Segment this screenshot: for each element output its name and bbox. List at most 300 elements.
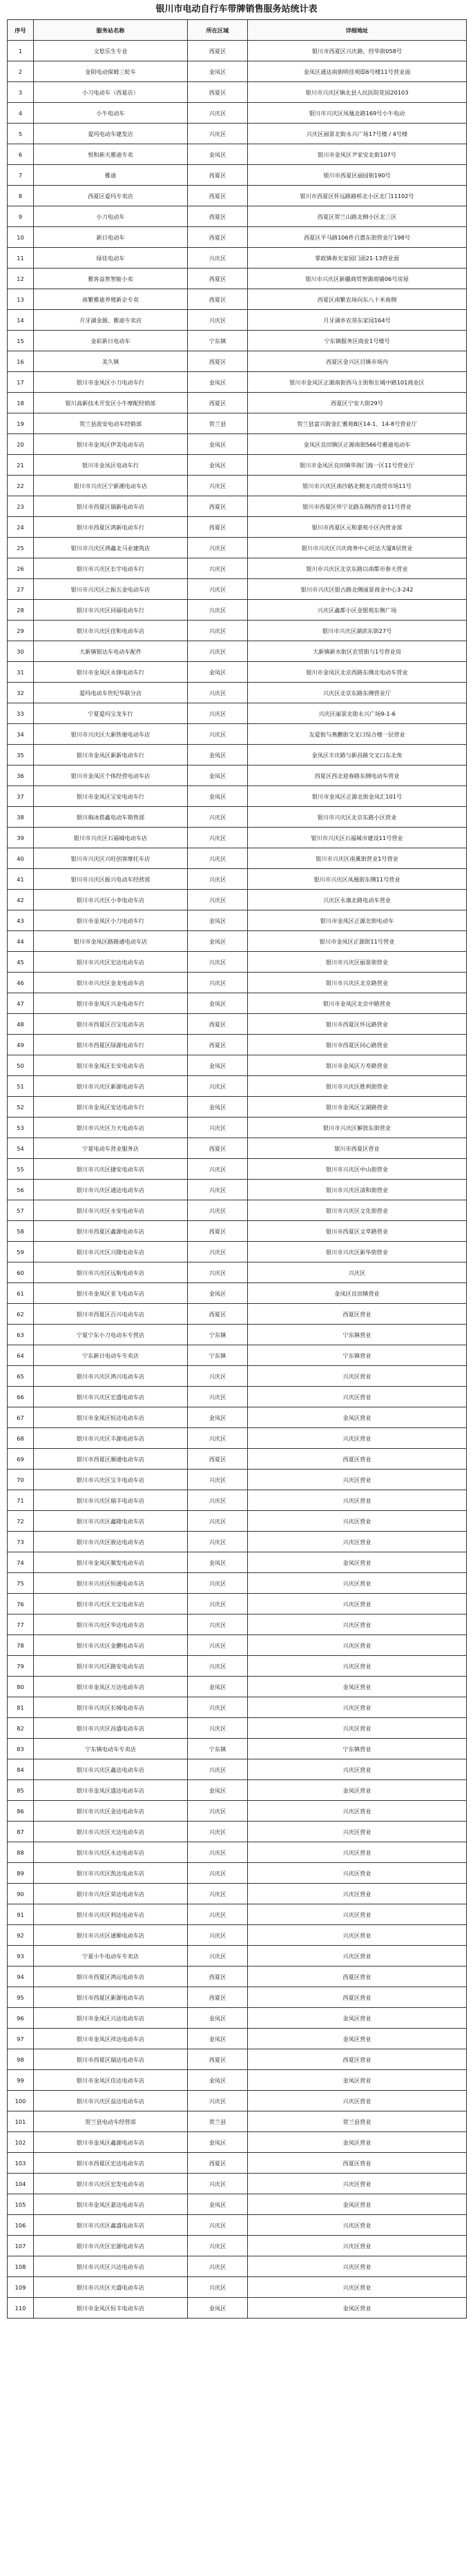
cell-address: 西夏区营业 bbox=[248, 1449, 467, 1470]
cell-address: 银川市兴庆区南薰街营业1号营业 bbox=[248, 848, 467, 869]
cell-station-name: 银川市兴庆区通顺电动车店 bbox=[34, 1925, 188, 1946]
cell-area: 兴庆区 bbox=[188, 828, 248, 848]
cell-area: 兴庆区 bbox=[188, 973, 248, 993]
cell-station-name: 银川市兴庆区金鹏电动车店 bbox=[34, 1635, 188, 1656]
cell-index: 22 bbox=[8, 476, 34, 496]
table-row bbox=[8, 2215, 467, 2236]
cell-station-name: 大新镇银达车电动车配件 bbox=[34, 641, 188, 662]
table-row bbox=[8, 124, 467, 144]
cell-index: 13 bbox=[8, 289, 34, 310]
cell-address: 银川市兴庆区中山街营业 bbox=[248, 1159, 467, 1180]
cell-address: 银川市兴庆区丽景街营业 bbox=[248, 952, 467, 973]
table-row bbox=[8, 2256, 467, 2277]
cell-station-name: 银川驹冰搭鑫电动车销售部 bbox=[34, 807, 188, 828]
cell-area: 兴庆区 bbox=[188, 2174, 248, 2194]
cell-address: 兴庆区营业 bbox=[248, 2256, 467, 2277]
cell-index: 28 bbox=[8, 600, 34, 621]
cell-index: 85 bbox=[8, 1780, 34, 1801]
table-row bbox=[8, 869, 467, 890]
cell-index: 74 bbox=[8, 1552, 34, 1573]
cell-area: 兴庆区 bbox=[188, 890, 248, 910]
table-row bbox=[8, 890, 467, 910]
cell-index: 105 bbox=[8, 2194, 34, 2215]
cell-index: 30 bbox=[8, 641, 34, 662]
cell-index: 56 bbox=[8, 1180, 34, 1200]
cell-address: 金凤区良田镇区正源南街566号雅迪电动车 bbox=[248, 434, 467, 455]
cell-station-name: 银川市西夏区瑞新电动车店 bbox=[34, 496, 188, 517]
cell-station-name: 宁夏宁东小刀电动车专营店 bbox=[34, 1325, 188, 1345]
cell-index: 58 bbox=[8, 1221, 34, 1242]
cell-address: 银川市西夏区怀远路营业 bbox=[248, 1014, 467, 1035]
cell-index: 73 bbox=[8, 1532, 34, 1552]
cell-address: 兴庆区营业 bbox=[248, 2277, 467, 2298]
cell-area: 兴庆区 bbox=[188, 1470, 248, 1490]
cell-index: 104 bbox=[8, 2174, 34, 2194]
cell-area: 西夏区 bbox=[188, 82, 248, 103]
cell-address: 银川市兴庆区北京东路以南都市春天营业 bbox=[248, 558, 467, 579]
header-area: 所在区域 bbox=[188, 20, 248, 41]
table-row bbox=[8, 1677, 467, 1697]
cell-index: 83 bbox=[8, 1739, 34, 1759]
cell-area: 金凤区 bbox=[188, 2070, 248, 2091]
cell-area: 金凤区 bbox=[188, 786, 248, 807]
table-row bbox=[8, 683, 467, 703]
cell-index: 49 bbox=[8, 1035, 34, 1055]
table-header-row bbox=[8, 20, 467, 41]
cell-station-name: 绿佳电动车 bbox=[34, 248, 188, 269]
table-row bbox=[8, 1718, 467, 1739]
cell-area: 西夏区 bbox=[188, 1967, 248, 1987]
table-row bbox=[8, 952, 467, 973]
cell-index: 95 bbox=[8, 1987, 34, 2008]
table-row bbox=[8, 931, 467, 952]
table-row bbox=[8, 103, 467, 124]
cell-station-name: 银川市西夏区新源电动车店 bbox=[34, 1987, 188, 2008]
cell-station-name: 银川市兴庆区丰源电动车店 bbox=[34, 1428, 188, 1449]
cell-index: 51 bbox=[8, 1076, 34, 1097]
cell-index: 92 bbox=[8, 1925, 34, 1946]
cell-station-name: 银川市兴庆区长宇电动车行 bbox=[34, 558, 188, 579]
cell-area: 兴庆区 bbox=[188, 1180, 248, 1200]
table-row bbox=[8, 1366, 467, 1387]
cell-address: 兴庆区营业 bbox=[248, 1759, 467, 1780]
table-row bbox=[8, 41, 467, 61]
table-row bbox=[8, 1014, 467, 1035]
cell-address: 西夏区营业 bbox=[248, 1304, 467, 1325]
cell-station-name: 银川市兴庆区兴达电动车店 bbox=[34, 2256, 188, 2277]
cell-index: 36 bbox=[8, 765, 34, 786]
table-row bbox=[8, 2174, 467, 2194]
cell-area: 金凤区 bbox=[188, 2132, 248, 2153]
cell-station-name: 银川市兴庆区新源电动车店 bbox=[34, 1076, 188, 1097]
cell-index: 80 bbox=[8, 1677, 34, 1697]
cell-index: 97 bbox=[8, 2029, 34, 2049]
cell-station-name: 银川市兴庆区力天电动车店 bbox=[34, 1118, 188, 1138]
cell-station-name: 银川市兴庆区同福电动车行 bbox=[34, 600, 188, 621]
table-row bbox=[8, 579, 467, 600]
cell-address: 宁东镇营业 bbox=[248, 1739, 467, 1759]
cell-station-name: 银川市兴庆区远航电动车店 bbox=[34, 1262, 188, 1283]
table-row bbox=[8, 1283, 467, 1304]
table-row bbox=[8, 1780, 467, 1801]
cell-area: 兴庆区 bbox=[188, 1242, 248, 1262]
cell-address: 宁东镇营业 bbox=[248, 1345, 467, 1366]
cell-address: 银川市兴庆区湖滨东街27号 bbox=[248, 621, 467, 641]
cell-station-name: 银川市兴庆区大新铁驰电动车店 bbox=[34, 724, 188, 745]
cell-index: 67 bbox=[8, 1407, 34, 1428]
table-row bbox=[8, 2132, 467, 2153]
cell-area: 西夏区 bbox=[188, 393, 248, 413]
cell-station-name: 银川市西夏区鑫源电动车店 bbox=[34, 1221, 188, 1242]
cell-address: 西夏区营业 bbox=[248, 1967, 467, 1987]
cell-index: 20 bbox=[8, 434, 34, 455]
table-row bbox=[8, 1614, 467, 1635]
cell-station-name: 银川市兴庆区华达电动车店 bbox=[34, 1614, 188, 1635]
cell-address: 兴庆区丽景北街永兴广场17号楼 / 4号楼 bbox=[248, 124, 467, 144]
cell-address: 银川市西夏区怀宁北路东侧西营业11号营业 bbox=[248, 496, 467, 517]
table-row bbox=[8, 393, 467, 413]
cell-area: 西夏区 bbox=[188, 1304, 248, 1325]
cell-index: 110 bbox=[8, 2298, 34, 2319]
cell-address: 金凤区营业 bbox=[248, 1552, 467, 1573]
cell-index: 1 bbox=[8, 41, 34, 61]
cell-area: 金凤区 bbox=[188, 1283, 248, 1304]
table-row bbox=[8, 1325, 467, 1345]
cell-station-name: 银川市兴庆区瑞丰电动车店 bbox=[34, 1490, 188, 1511]
cell-address: 银川市西夏区元和嘉苑小区内营业部 bbox=[248, 517, 467, 538]
cell-index: 44 bbox=[8, 931, 34, 952]
cell-address: 银川市金凤区北京中路营业 bbox=[248, 993, 467, 1014]
cell-index: 82 bbox=[8, 1718, 34, 1739]
cell-station-name: 银川市西夏区鸿新电动车行 bbox=[34, 517, 188, 538]
cell-station-name: 宁东镇电动车专卖店 bbox=[34, 1739, 188, 1759]
cell-area: 西夏区 bbox=[188, 496, 248, 517]
cell-area: 兴庆区 bbox=[188, 1884, 248, 1904]
cell-station-name: 银川市金凤区宝安电动车行 bbox=[34, 786, 188, 807]
table-row bbox=[8, 1967, 467, 1987]
cell-station-name: 银川市西夏区百兴电动车店 bbox=[34, 1304, 188, 1325]
cell-address: 银川市西夏区丽园街190号 bbox=[248, 165, 467, 186]
cell-index: 53 bbox=[8, 1118, 34, 1138]
cell-area: 西夏区 bbox=[188, 227, 248, 248]
cell-address: 西夏区贺兰山路北侧小区北三区 bbox=[248, 206, 467, 227]
cell-address: 银川市兴庆区北京路营业 bbox=[248, 973, 467, 993]
cell-index: 71 bbox=[8, 1490, 34, 1511]
cell-address: 兴庆区营业 bbox=[248, 1614, 467, 1635]
table-row bbox=[8, 1759, 467, 1780]
cell-area: 西夏区 bbox=[188, 1138, 248, 1159]
cell-area: 兴庆区 bbox=[188, 1635, 248, 1656]
cell-index: 75 bbox=[8, 1573, 34, 1594]
cell-index: 17 bbox=[8, 372, 34, 393]
cell-station-name: 南繁雅迪养殖新企专卖 bbox=[34, 289, 188, 310]
cell-address: 兴庆区营业 bbox=[248, 1656, 467, 1677]
cell-station-name: 银川市兴庆区天达电动车店 bbox=[34, 1822, 188, 1842]
cell-area: 金凤区 bbox=[188, 144, 248, 165]
cell-index: 14 bbox=[8, 310, 34, 331]
cell-area: 金凤区 bbox=[188, 765, 248, 786]
cell-area: 金凤区 bbox=[188, 2029, 248, 2049]
table-row bbox=[8, 1842, 467, 1863]
cell-address: 兴庆区营业 bbox=[248, 1801, 467, 1822]
cell-station-name: 银川市西夏区百宝电动车店 bbox=[34, 1014, 188, 1035]
cell-station-name: 银川市西夏区宏达电动车店 bbox=[34, 2153, 188, 2174]
cell-station-name: 银川市金凤区小刀电动车行 bbox=[34, 910, 188, 931]
cell-address: 兴庆区 bbox=[248, 1262, 467, 1283]
table-row bbox=[8, 1552, 467, 1573]
table-row bbox=[8, 1221, 467, 1242]
table-row bbox=[8, 186, 467, 206]
cell-station-name: 银川市金凤区兴业电动车行 bbox=[34, 993, 188, 1014]
cell-index: 64 bbox=[8, 1345, 34, 1366]
cell-index: 65 bbox=[8, 1366, 34, 1387]
cell-area: 西夏区 bbox=[188, 1987, 248, 2008]
table-row bbox=[8, 1407, 467, 1428]
cell-index: 108 bbox=[8, 2256, 34, 2277]
cell-area: 兴庆区 bbox=[188, 103, 248, 124]
cell-address: 银川市兴庆区解放东街营业 bbox=[248, 1118, 467, 1138]
cell-area: 兴庆区 bbox=[188, 2215, 248, 2236]
cell-station-name: 银川市兴庆区天盛电动车店 bbox=[34, 2277, 188, 2298]
cell-station-name: 银川市金凤区小刀电动车行 bbox=[34, 372, 188, 393]
cell-area: 金凤区 bbox=[188, 910, 248, 931]
cell-address: 银川市金凤区万寿路营业 bbox=[248, 1055, 467, 1076]
cell-area: 兴庆区 bbox=[188, 724, 248, 745]
table-row bbox=[8, 1925, 467, 1946]
cell-area: 兴庆区 bbox=[188, 1863, 248, 1884]
cell-address: 银川市兴庆区文化街营业 bbox=[248, 1200, 467, 1221]
table-row bbox=[8, 1180, 467, 1200]
cell-address: 金凤区营业 bbox=[248, 2298, 467, 2319]
cell-station-name: 银川市兴庆区石福城电动车店 bbox=[34, 828, 188, 848]
cell-station-name: 银川市兴庆区捷安电动车店 bbox=[34, 1159, 188, 1180]
cell-index: 100 bbox=[8, 2091, 34, 2111]
cell-station-name: 银川市兴庆区宏发电动车店 bbox=[34, 2174, 188, 2194]
cell-area: 兴庆区 bbox=[188, 1718, 248, 1739]
cell-station-name: 银川市金凤区盛达电动车店 bbox=[34, 1780, 188, 1801]
cell-address: 兴庆区营业 bbox=[248, 1470, 467, 1490]
cell-station-name: 银川市兴庆区金达电动车店 bbox=[34, 1801, 188, 1822]
cell-index: 6 bbox=[8, 144, 34, 165]
cell-index: 29 bbox=[8, 621, 34, 641]
cell-area: 兴庆区 bbox=[188, 1697, 248, 1718]
cell-index: 25 bbox=[8, 538, 34, 558]
table-row bbox=[8, 1697, 467, 1718]
cell-address: 兴庆区营业 bbox=[248, 1946, 467, 1967]
table-row bbox=[8, 82, 467, 103]
cell-station-name: 银川市金凤区安达电动车行 bbox=[34, 1097, 188, 1118]
table-row bbox=[8, 807, 467, 828]
cell-address: 宁东镇营业 bbox=[248, 1325, 467, 1345]
table-row bbox=[8, 2070, 467, 2091]
cell-address: 金凤区营业 bbox=[248, 1780, 467, 1801]
cell-area: 金凤区 bbox=[188, 662, 248, 683]
cell-area: 金凤区 bbox=[188, 1552, 248, 1573]
cell-station-name: 爱玛电动车建发店 bbox=[34, 124, 188, 144]
table-row bbox=[8, 1863, 467, 1884]
table-row bbox=[8, 455, 467, 476]
cell-index: 35 bbox=[8, 745, 34, 765]
cell-area: 兴庆区 bbox=[188, 1532, 248, 1552]
cell-station-name: 银川市金凤区伊美电动车店 bbox=[34, 434, 188, 455]
cell-area: 兴庆区 bbox=[188, 1076, 248, 1097]
table-row bbox=[8, 765, 467, 786]
cell-address: 金凤区营业 bbox=[248, 1677, 467, 1697]
cell-index: 86 bbox=[8, 1801, 34, 1822]
cell-address: 兴庆区营业 bbox=[248, 1697, 467, 1718]
cell-address: 银川市兴庆区银古路北侧丽景商业中心3-242 bbox=[248, 579, 467, 600]
cell-address: 银川市金凤区正源街11号营业 bbox=[248, 931, 467, 952]
cell-index: 88 bbox=[8, 1842, 34, 1863]
cell-index: 2 bbox=[8, 61, 34, 82]
cell-address: 金凤区营业 bbox=[248, 2194, 467, 2215]
cell-area: 贺兰县 bbox=[188, 2111, 248, 2132]
table-row bbox=[8, 1262, 467, 1283]
cell-station-name: 雅迪 bbox=[34, 165, 188, 186]
cell-area: 宁东镇 bbox=[188, 331, 248, 351]
cell-area: 兴庆区 bbox=[188, 1366, 248, 1387]
cell-index: 55 bbox=[8, 1159, 34, 1180]
table-row bbox=[8, 1035, 467, 1055]
cell-address: 兴庆区营业 bbox=[248, 1925, 467, 1946]
cell-station-name: 银川市兴庆区宝丰电动车店 bbox=[34, 1470, 188, 1490]
cell-address: 金凤区营业 bbox=[248, 2008, 467, 2029]
cell-area: 兴庆区 bbox=[188, 848, 248, 869]
cell-station-name: 宁夏电动车营业服务店 bbox=[34, 1138, 188, 1159]
table-row bbox=[8, 496, 467, 517]
cell-station-name: 爱玛电动车世纪华联分店 bbox=[34, 683, 188, 703]
cell-station-name: 金阳电动保姆三轮车 bbox=[34, 61, 188, 82]
cell-station-name: 银川市兴庆区鸿鑫北马业建筑店 bbox=[34, 538, 188, 558]
cell-index: 39 bbox=[8, 828, 34, 848]
cell-station-name: 银川市兴庆区凯达电动车店 bbox=[34, 1863, 188, 1884]
table-row bbox=[8, 434, 467, 455]
cell-station-name: 银川市金凤区路路通电动车店 bbox=[34, 931, 188, 952]
cell-area: 兴庆区 bbox=[188, 1159, 248, 1180]
cell-index: 41 bbox=[8, 869, 34, 890]
cell-station-name: 银川市兴庆区骏达电动车店 bbox=[34, 1532, 188, 1552]
cell-address: 西夏区金兴区目镇市场内 bbox=[248, 351, 467, 372]
cell-station-name: 银川市兴庆区振兴电动车经营部 bbox=[34, 869, 188, 890]
cell-index: 102 bbox=[8, 2132, 34, 2153]
cell-area: 兴庆区 bbox=[188, 1925, 248, 1946]
cell-address: 兴庆区北京东路东侧营业厅 bbox=[248, 683, 467, 703]
table-row bbox=[8, 1739, 467, 1759]
cell-area: 兴庆区 bbox=[188, 1200, 248, 1221]
table-row bbox=[8, 1242, 467, 1262]
cell-area: 兴庆区 bbox=[188, 1759, 248, 1780]
cell-address: 兴庆区永康北路电动车营业 bbox=[248, 890, 467, 910]
table-row bbox=[8, 1801, 467, 1822]
cell-station-name: 小牛电动车 bbox=[34, 103, 188, 124]
table-row bbox=[8, 517, 467, 538]
cell-station-name: 银川市兴庆区恒通电动车店 bbox=[34, 1573, 188, 1594]
cell-index: 60 bbox=[8, 1262, 34, 1283]
table-row bbox=[8, 621, 467, 641]
cell-address: 西夏区宁安大街29号 bbox=[248, 393, 467, 413]
cell-station-name: 宁夏爱玛宝龙车行 bbox=[34, 703, 188, 724]
cell-area: 兴庆区 bbox=[188, 621, 248, 641]
cell-index: 48 bbox=[8, 1014, 34, 1035]
cell-address: 友爱街与燕鹏街交叉口综合楼一层营业 bbox=[248, 724, 467, 745]
cell-area: 兴庆区 bbox=[188, 1262, 248, 1283]
cell-index: 50 bbox=[8, 1055, 34, 1076]
cell-index: 8 bbox=[8, 186, 34, 206]
cell-area: 兴庆区 bbox=[188, 1656, 248, 1677]
cell-index: 19 bbox=[8, 413, 34, 434]
cell-address: 银川市兴庆区凤凰街东侧11号营业 bbox=[248, 869, 467, 890]
table-row bbox=[8, 2194, 467, 2215]
cell-index: 98 bbox=[8, 2049, 34, 2070]
cell-address: 银川市西夏区文萃路营业 bbox=[248, 1221, 467, 1242]
cell-area: 金凤区 bbox=[188, 372, 248, 393]
cell-index: 103 bbox=[8, 2153, 34, 2174]
cell-index: 33 bbox=[8, 703, 34, 724]
table-row bbox=[8, 910, 467, 931]
cell-station-name: 银川市西夏区顺通电动车店 bbox=[34, 1449, 188, 1470]
cell-index: 76 bbox=[8, 1594, 34, 1614]
cell-address: 金凤区丰庆路与新昌路交叉口东北角 bbox=[248, 745, 467, 765]
cell-area: 兴庆区 bbox=[188, 1822, 248, 1842]
cell-area: 贺兰县 bbox=[188, 413, 248, 434]
cell-station-name: 小刀电动车（西夏店） bbox=[34, 82, 188, 103]
cell-area: 西夏区 bbox=[188, 1449, 248, 1470]
cell-area: 兴庆区 bbox=[188, 600, 248, 621]
cell-area: 金凤区 bbox=[188, 993, 248, 1014]
table-row bbox=[8, 2008, 467, 2029]
cell-address: 月牙湖乡农垦东家园164号 bbox=[248, 310, 467, 331]
cell-area: 金凤区 bbox=[188, 1677, 248, 1697]
cell-area: 金凤区 bbox=[188, 931, 248, 952]
cell-address: 金凤区营业 bbox=[248, 1407, 467, 1428]
cell-index: 107 bbox=[8, 2236, 34, 2256]
cell-index: 16 bbox=[8, 351, 34, 372]
table-row bbox=[8, 2298, 467, 2319]
cell-index: 70 bbox=[8, 1470, 34, 1490]
cell-station-name: 银川市兴庆区鑫隆电动车店 bbox=[34, 1511, 188, 1532]
cell-index: 46 bbox=[8, 973, 34, 993]
cell-address: 贺兰县营业 bbox=[248, 2111, 467, 2132]
cell-area: 金凤区 bbox=[188, 1407, 248, 1428]
cell-address: 兴庆区营业 bbox=[248, 1842, 467, 1863]
cell-station-name: 美久镇 bbox=[34, 351, 188, 372]
table-row bbox=[8, 848, 467, 869]
cell-address: 兴庆区营业 bbox=[248, 1387, 467, 1407]
cell-area: 金凤区 bbox=[188, 1097, 248, 1118]
cell-index: 37 bbox=[8, 786, 34, 807]
cell-index: 10 bbox=[8, 227, 34, 248]
cell-index: 84 bbox=[8, 1759, 34, 1780]
cell-index: 52 bbox=[8, 1097, 34, 1118]
cell-address: 兴庆区营业 bbox=[248, 1573, 467, 1594]
cell-index: 32 bbox=[8, 683, 34, 703]
cell-address: 银川市兴庆区北京东路小区营业 bbox=[248, 807, 467, 828]
cell-address: 金凤区营业 bbox=[248, 2132, 467, 2153]
table-body bbox=[8, 41, 467, 2319]
cell-address: 兴庆区丽景北街永兴广场9-1-6 bbox=[248, 703, 467, 724]
table-row bbox=[8, 1573, 467, 1594]
table-row bbox=[8, 269, 467, 289]
table-row bbox=[8, 372, 467, 393]
cell-index: 94 bbox=[8, 1967, 34, 1987]
table-row bbox=[8, 61, 467, 82]
cell-index: 11 bbox=[8, 248, 34, 269]
cell-index: 42 bbox=[8, 890, 34, 910]
cell-station-name: 银川市兴庆区长城电动车店 bbox=[34, 1697, 188, 1718]
cell-address: 金凤区营业 bbox=[248, 2070, 467, 2091]
table-row bbox=[8, 1449, 467, 1470]
cell-address: 银川市兴庆区南沙路北侧龙兴商贸市场11号 bbox=[248, 476, 467, 496]
